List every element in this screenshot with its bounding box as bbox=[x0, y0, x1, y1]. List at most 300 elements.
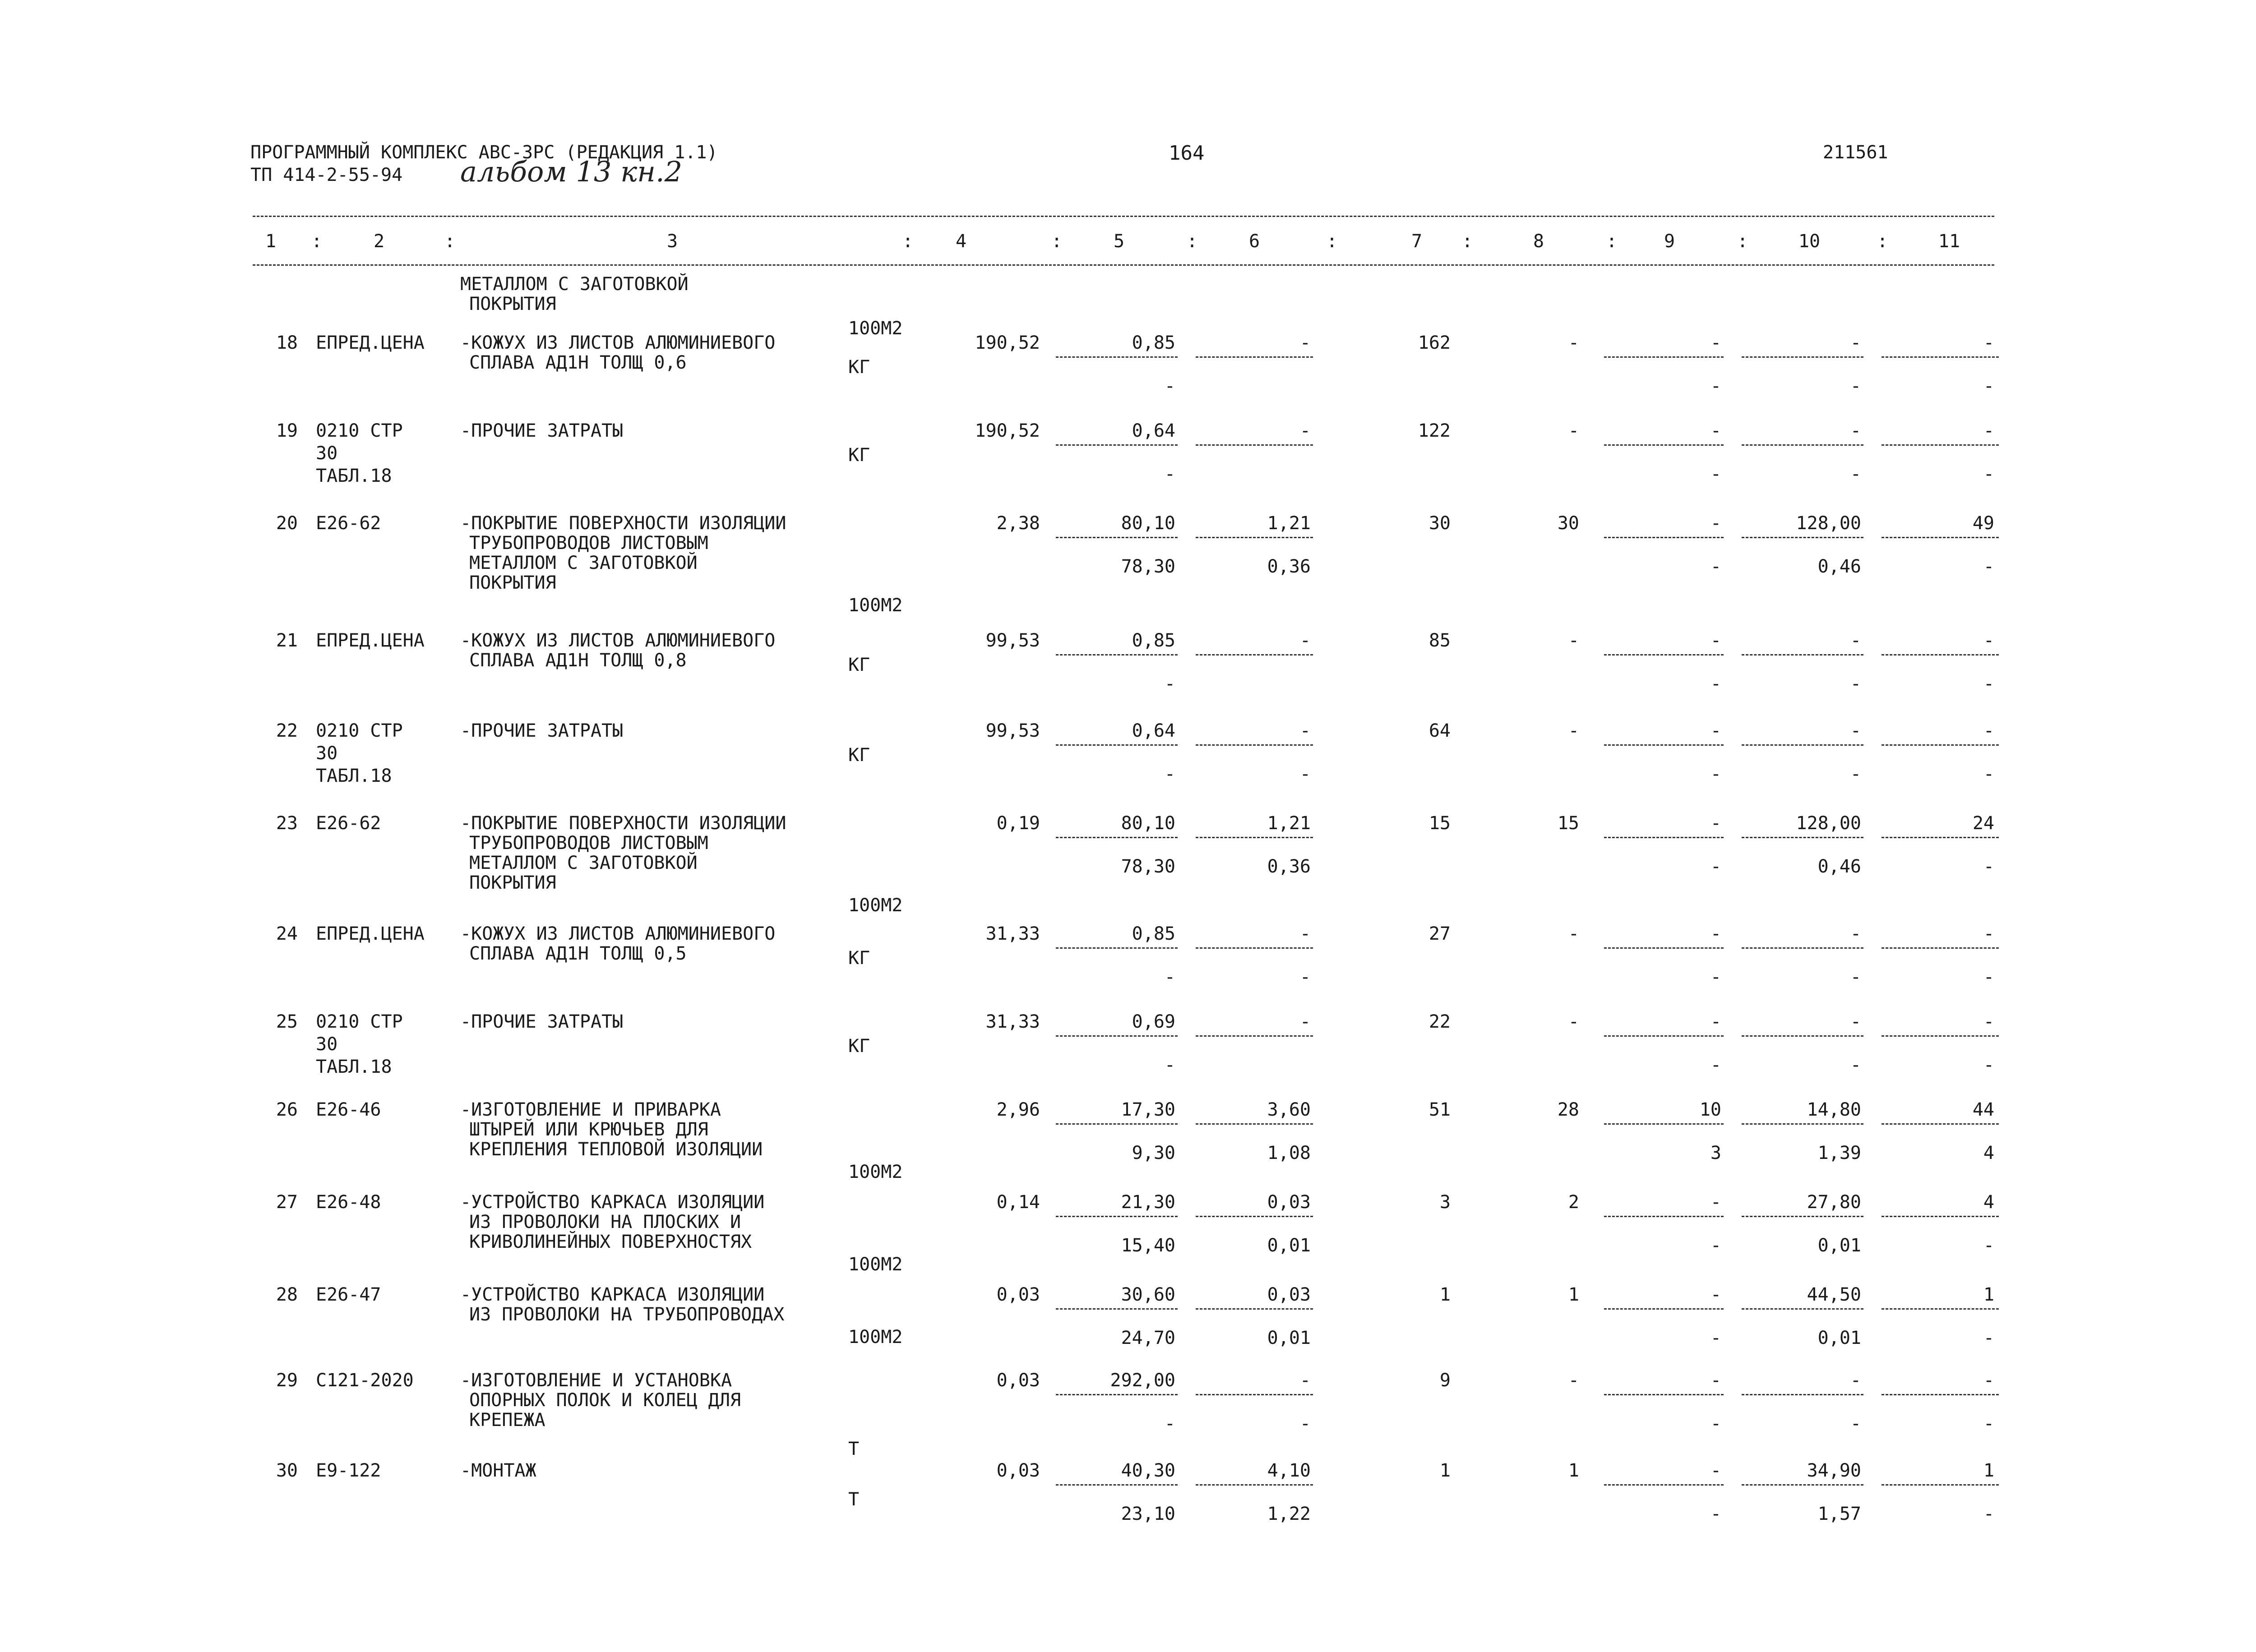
cell-separator-rule bbox=[1056, 1394, 1178, 1395]
cell-separator-rule bbox=[1056, 1035, 1178, 1037]
cell-c5: 30,60 bbox=[1121, 1284, 1175, 1305]
cell-separator-rule bbox=[1882, 1394, 1999, 1395]
row-description: -КОЖУХ ИЗ ЛИСТОВ АЛЮМИНИЕВОГО bbox=[460, 923, 776, 944]
cell-c10: - bbox=[1850, 1370, 1861, 1391]
row-description: -МОНТАЖ bbox=[460, 1460, 536, 1481]
cell-separator-rule bbox=[1604, 356, 1724, 358]
cell-c6: 0,03 bbox=[1267, 1284, 1311, 1305]
cell-separator-rule bbox=[1056, 947, 1178, 949]
cell-separator-rule bbox=[1196, 1035, 1313, 1037]
cell-c9: - bbox=[1710, 923, 1721, 944]
cell-c8: 1 bbox=[1568, 1460, 1579, 1481]
cell-separator-rule bbox=[1742, 537, 1863, 538]
column-header-3: 3 bbox=[666, 231, 678, 252]
cell-c9-secondary: - bbox=[1710, 464, 1721, 485]
cell-c9-secondary: 3 bbox=[1710, 1143, 1721, 1163]
cell-separator-rule bbox=[1882, 356, 1999, 358]
row-code: С121-2020 bbox=[316, 1370, 414, 1391]
cell-c5: 292,00 bbox=[1110, 1370, 1175, 1391]
cell-c9-secondary: - bbox=[1710, 1504, 1721, 1524]
row-code: ТАБЛ.18 bbox=[316, 1057, 392, 1077]
cell-c11-secondary: - bbox=[1983, 1504, 1994, 1524]
row-unit: 100М2 bbox=[848, 1162, 903, 1182]
cell-c10: - bbox=[1850, 720, 1861, 741]
cell-c10-secondary: 0,46 bbox=[1817, 556, 1861, 577]
cell-c10-secondary: - bbox=[1850, 764, 1861, 784]
row-description: МЕТАЛЛОМ С ЗАГОТОВКОЙ bbox=[460, 274, 689, 295]
cell-c6: - bbox=[1299, 720, 1311, 741]
cell-separator-rule bbox=[1196, 837, 1313, 838]
cell-separator-rule bbox=[1604, 1216, 1724, 1217]
row-code: 30 bbox=[316, 443, 338, 464]
row-number: 20 bbox=[276, 513, 298, 534]
cell-c11: - bbox=[1983, 420, 1994, 441]
row-code: ЕПРЕД.ЦЕНА bbox=[316, 332, 425, 353]
row-number: 24 bbox=[276, 923, 298, 944]
cell-c11-secondary: - bbox=[1983, 1328, 1994, 1348]
cell-c5-secondary: - bbox=[1164, 1055, 1175, 1075]
row-code: 0210 СТР bbox=[316, 720, 403, 741]
cell-c10: 34,90 bbox=[1807, 1460, 1861, 1481]
cell-c10-secondary: - bbox=[1850, 464, 1861, 485]
column-separator: : bbox=[1187, 231, 1198, 252]
cell-c11: - bbox=[1983, 720, 1994, 741]
row-code: ЕПРЕД.ЦЕНА bbox=[316, 923, 425, 944]
cell-c5-secondary: - bbox=[1164, 464, 1175, 485]
column-separator: : bbox=[902, 231, 914, 252]
row-number: 18 bbox=[276, 332, 298, 353]
row-number: 21 bbox=[276, 630, 298, 651]
cell-separator-rule bbox=[1742, 654, 1863, 655]
cell-c5-secondary: 78,30 bbox=[1121, 556, 1175, 577]
cell-separator-rule bbox=[1056, 837, 1178, 838]
row-code: 30 bbox=[316, 1034, 338, 1055]
cell-separator-rule bbox=[1604, 654, 1724, 655]
cell-c10: - bbox=[1850, 332, 1861, 353]
cell-c5: 0,69 bbox=[1132, 1011, 1175, 1032]
cell-c6-secondary: - bbox=[1299, 764, 1311, 784]
cell-c5: 0,85 bbox=[1132, 923, 1175, 944]
cell-c7: 51 bbox=[1428, 1099, 1451, 1120]
cell-c10-secondary: 1,57 bbox=[1817, 1504, 1861, 1524]
row-number: 29 bbox=[276, 1370, 298, 1391]
row-number: 30 bbox=[276, 1460, 298, 1481]
cell-c9: - bbox=[1710, 630, 1721, 651]
cell-separator-rule bbox=[1196, 947, 1313, 949]
row-description: -КОЖУХ ИЗ ЛИСТОВ АЛЮМИНИЕВОГО bbox=[460, 332, 776, 353]
cell-c4: 31,33 bbox=[985, 923, 1040, 944]
header-rule-top bbox=[253, 216, 1994, 217]
cell-separator-rule bbox=[1604, 1484, 1724, 1486]
column-header-10: 10 bbox=[1798, 231, 1821, 252]
column-header-1: 1 bbox=[265, 231, 277, 252]
cell-c6-secondary: 0,36 bbox=[1267, 556, 1311, 577]
cell-c4: 190,52 bbox=[975, 420, 1040, 441]
cell-c11-secondary: - bbox=[1983, 1235, 1994, 1256]
cell-c9-secondary: - bbox=[1710, 1328, 1721, 1348]
cell-c5: 21,30 bbox=[1121, 1192, 1175, 1213]
cell-separator-rule bbox=[1742, 1484, 1863, 1486]
cell-separator-rule bbox=[1604, 744, 1724, 746]
cell-separator-rule bbox=[1056, 444, 1178, 446]
row-code: 30 bbox=[316, 743, 338, 764]
row-unit: 100М2 bbox=[848, 895, 903, 916]
cell-separator-rule bbox=[1742, 837, 1863, 838]
row-code: ЕПРЕД.ЦЕНА bbox=[316, 630, 425, 651]
cell-c9: - bbox=[1710, 420, 1721, 441]
cell-c7: 30 bbox=[1428, 513, 1451, 534]
cell-c6-secondary: - bbox=[1299, 1413, 1311, 1434]
cell-c8: - bbox=[1568, 630, 1579, 651]
row-unit: 100М2 bbox=[848, 1254, 903, 1275]
cell-separator-rule bbox=[1742, 1123, 1863, 1125]
cell-c6: - bbox=[1299, 1370, 1311, 1391]
cell-c6-secondary: 0,01 bbox=[1267, 1235, 1311, 1256]
cell-c5: 0,85 bbox=[1132, 332, 1175, 353]
cell-separator-rule bbox=[1604, 444, 1724, 446]
column-header-11: 11 bbox=[1938, 231, 1960, 252]
row-description: МЕТАЛЛОМ С ЗАГОТОВКОЙ bbox=[469, 853, 698, 873]
cell-c9-secondary: - bbox=[1710, 674, 1721, 694]
row-description: -УСТРОЙСТВО КАРКАСА ИЗОЛЯЦИИ bbox=[460, 1192, 765, 1213]
cell-c6-secondary: 1,22 bbox=[1267, 1504, 1311, 1524]
column-separator: : bbox=[1737, 231, 1748, 252]
cell-c6: - bbox=[1299, 1011, 1311, 1032]
cell-c11-secondary: - bbox=[1983, 674, 1994, 694]
cell-c4: 31,33 bbox=[985, 1011, 1040, 1032]
cell-separator-rule bbox=[1196, 356, 1313, 358]
header-rule-bottom bbox=[253, 264, 1994, 266]
cell-c4: 0,14 bbox=[996, 1192, 1040, 1213]
cell-separator-rule bbox=[1056, 1484, 1178, 1486]
cell-separator-rule bbox=[1056, 1308, 1178, 1310]
row-description: ПОКРЫТИЯ bbox=[469, 872, 556, 893]
cell-separator-rule bbox=[1742, 1308, 1863, 1310]
row-unit: 100М2 bbox=[848, 1327, 903, 1347]
column-header-2: 2 bbox=[373, 231, 385, 252]
cell-c11: - bbox=[1983, 630, 1994, 651]
cell-c11: - bbox=[1983, 332, 1994, 353]
cell-separator-rule bbox=[1882, 1123, 1999, 1125]
cell-c5-secondary: - bbox=[1164, 674, 1175, 694]
cell-separator-rule bbox=[1196, 1394, 1313, 1395]
cell-c10-secondary: - bbox=[1850, 376, 1861, 397]
cell-c5: 0,64 bbox=[1132, 420, 1175, 441]
cell-c5-secondary: - bbox=[1164, 764, 1175, 784]
cell-c11: 24 bbox=[1972, 813, 1994, 834]
cell-c7: 64 bbox=[1428, 720, 1451, 741]
cell-separator-rule bbox=[1604, 1035, 1724, 1037]
cell-c7: 1 bbox=[1439, 1460, 1451, 1481]
row-code: Е26-48 bbox=[316, 1192, 381, 1213]
row-description: ИЗ ПРОВОЛОКИ НА ТРУБОПРОВОДАХ bbox=[469, 1304, 785, 1325]
cell-separator-rule bbox=[1604, 1123, 1724, 1125]
cell-separator-rule bbox=[1196, 654, 1313, 655]
row-description: -ИЗГОТОВЛЕНИЕ И ПРИВАРКА bbox=[460, 1099, 721, 1120]
cell-separator-rule bbox=[1742, 744, 1863, 746]
cell-c8: - bbox=[1568, 332, 1579, 353]
row-unit: КГ bbox=[848, 357, 870, 378]
cell-c10: - bbox=[1850, 1011, 1861, 1032]
cell-c10-secondary: - bbox=[1850, 1413, 1861, 1434]
cell-c9-secondary: - bbox=[1710, 967, 1721, 988]
row-description: СПЛАВА АД1Н ТОЛЩ 0,6 bbox=[469, 352, 687, 373]
cell-c10: 128,00 bbox=[1796, 813, 1861, 834]
cell-c10-secondary: 1,39 bbox=[1817, 1143, 1861, 1163]
handwritten-note: альбом 13 кн.2 bbox=[460, 155, 683, 188]
cell-separator-rule bbox=[1604, 947, 1724, 949]
row-description: СПЛАВА АД1Н ТОЛЩ 0,8 bbox=[469, 650, 687, 671]
cell-c11: 1 bbox=[1983, 1460, 1994, 1481]
cell-c7: 9 bbox=[1439, 1370, 1451, 1391]
cell-c11-secondary: - bbox=[1983, 967, 1994, 988]
cell-c4: 99,53 bbox=[985, 720, 1040, 741]
cell-c11-secondary: - bbox=[1983, 856, 1994, 877]
cell-c5-secondary: 24,70 bbox=[1121, 1328, 1175, 1348]
cell-separator-rule bbox=[1882, 1484, 1999, 1486]
cell-c11-secondary: - bbox=[1983, 464, 1994, 485]
cell-c6: - bbox=[1299, 923, 1311, 944]
column-header-9: 9 bbox=[1664, 231, 1675, 252]
row-description: -ПОКРЫТИЕ ПОВЕРХНОСТИ ИЗОЛЯЦИИ bbox=[460, 513, 786, 534]
column-separator: : bbox=[1877, 231, 1888, 252]
cell-c9: - bbox=[1710, 720, 1721, 741]
row-description: МЕТАЛЛОМ С ЗАГОТОВКОЙ bbox=[469, 553, 698, 573]
cell-c11: - bbox=[1983, 1370, 1994, 1391]
cell-c4: 0,03 bbox=[996, 1284, 1040, 1305]
cell-separator-rule bbox=[1196, 1308, 1313, 1310]
row-description: КРЕПЛЕНИЯ ТЕПЛОВОЙ ИЗОЛЯЦИИ bbox=[469, 1139, 763, 1160]
cell-c4: 0,19 bbox=[996, 813, 1040, 834]
cell-separator-rule bbox=[1882, 1216, 1999, 1217]
cell-c7: 85 bbox=[1428, 630, 1451, 651]
cell-c9: - bbox=[1710, 1460, 1721, 1481]
cell-c9: - bbox=[1710, 1370, 1721, 1391]
cell-separator-rule bbox=[1056, 1123, 1178, 1125]
cell-c9-secondary: - bbox=[1710, 1055, 1721, 1075]
document-number: 211561 bbox=[1823, 142, 1888, 163]
cell-c6: - bbox=[1299, 630, 1311, 651]
cell-c6: 4,10 bbox=[1267, 1460, 1311, 1481]
row-description: ОПОРНЫХ ПОЛОК И КОЛЕЦ ДЛЯ bbox=[469, 1390, 741, 1411]
row-description: -ПРОЧИЕ ЗАТРАТЫ bbox=[460, 420, 624, 441]
column-header-4: 4 bbox=[955, 231, 967, 252]
cell-c11: 1 bbox=[1983, 1284, 1994, 1305]
cell-c9-secondary: - bbox=[1710, 1235, 1721, 1256]
cell-c5: 17,30 bbox=[1121, 1099, 1175, 1120]
cell-c10: - bbox=[1850, 923, 1861, 944]
cell-c7: 22 bbox=[1428, 1011, 1451, 1032]
cell-c10-secondary: - bbox=[1850, 1055, 1861, 1075]
column-separator: : bbox=[1327, 231, 1338, 252]
row-code: 0210 СТР bbox=[316, 1011, 403, 1032]
cell-separator-rule bbox=[1882, 537, 1999, 538]
cell-c11: 44 bbox=[1972, 1099, 1994, 1120]
cell-c5-secondary: - bbox=[1164, 376, 1175, 397]
cell-c6: 1,21 bbox=[1267, 813, 1311, 834]
cell-separator-rule bbox=[1882, 444, 1999, 446]
row-description: ТРУБОПРОВОДОВ ЛИСТОВЫМ bbox=[469, 833, 708, 854]
cell-separator-rule bbox=[1882, 744, 1999, 746]
cell-c7: 3 bbox=[1439, 1192, 1451, 1213]
row-unit: КГ bbox=[848, 655, 870, 675]
cell-separator-rule bbox=[1742, 1216, 1863, 1217]
cell-c5-secondary: - bbox=[1164, 967, 1175, 988]
cell-c8: - bbox=[1568, 720, 1579, 741]
row-unit: КГ bbox=[848, 445, 870, 466]
column-separator: : bbox=[1051, 231, 1063, 252]
cell-c10-secondary: 0,01 bbox=[1817, 1235, 1861, 1256]
cell-separator-rule bbox=[1056, 537, 1178, 538]
cell-c5-secondary: 78,30 bbox=[1121, 856, 1175, 877]
column-separator: : bbox=[311, 231, 323, 252]
cell-c5-secondary: 9,30 bbox=[1132, 1143, 1175, 1163]
column-header-6: 6 bbox=[1248, 231, 1260, 252]
cell-c10: 128,00 bbox=[1796, 513, 1861, 534]
cell-separator-rule bbox=[1604, 537, 1724, 538]
cell-c10-secondary: 0,01 bbox=[1817, 1328, 1861, 1348]
cell-c4: 0,03 bbox=[996, 1370, 1040, 1391]
cell-c6: - bbox=[1299, 420, 1311, 441]
cell-c6: 3,60 bbox=[1267, 1099, 1311, 1120]
cell-c5-secondary: 23,10 bbox=[1121, 1504, 1175, 1524]
cell-separator-rule bbox=[1604, 1394, 1724, 1395]
cell-c10: - bbox=[1850, 630, 1861, 651]
cell-c9: 10 bbox=[1699, 1099, 1721, 1120]
cell-c8: 30 bbox=[1557, 513, 1579, 534]
cell-separator-rule bbox=[1056, 1216, 1178, 1217]
cell-c10: 14,80 bbox=[1807, 1099, 1861, 1120]
cell-c8: 1 bbox=[1568, 1284, 1579, 1305]
cell-c6: 0,03 bbox=[1267, 1192, 1311, 1213]
row-number: 25 bbox=[276, 1011, 298, 1032]
row-description: -ПРОЧИЕ ЗАТРАТЫ bbox=[460, 1011, 624, 1032]
cell-c7: 27 bbox=[1428, 923, 1451, 944]
column-header-8: 8 bbox=[1533, 231, 1544, 252]
cell-separator-rule bbox=[1604, 1308, 1724, 1310]
cell-c5: 80,10 bbox=[1121, 513, 1175, 534]
cell-c11-secondary: - bbox=[1983, 1413, 1994, 1434]
row-unit: КГ bbox=[848, 1036, 870, 1057]
cell-separator-rule bbox=[1882, 654, 1999, 655]
page-number: 164 bbox=[1169, 142, 1205, 165]
row-unit: Т bbox=[848, 1439, 860, 1459]
cell-c11-secondary: - bbox=[1983, 1055, 1994, 1075]
cell-c6: - bbox=[1299, 332, 1311, 353]
cell-c9: - bbox=[1710, 813, 1721, 834]
row-description: СПЛАВА АД1Н ТОЛЩ 0,5 bbox=[469, 943, 687, 964]
row-code: ТАБЛ.18 bbox=[316, 466, 392, 486]
cell-c4: 2,96 bbox=[996, 1099, 1040, 1120]
cell-separator-rule bbox=[1742, 444, 1863, 446]
row-number: 22 bbox=[276, 720, 298, 741]
row-description: ПОКРЫТИЯ bbox=[469, 572, 556, 593]
cell-c11-secondary: - bbox=[1983, 556, 1994, 577]
row-code: 0210 СТР bbox=[316, 420, 403, 441]
row-number: 26 bbox=[276, 1099, 298, 1120]
cell-c7: 15 bbox=[1428, 813, 1451, 834]
cell-separator-rule bbox=[1742, 356, 1863, 358]
cell-c8: 2 bbox=[1568, 1192, 1579, 1213]
cell-c11-secondary: - bbox=[1983, 376, 1994, 397]
cell-c10: 27,80 bbox=[1807, 1192, 1861, 1213]
column-separator: : bbox=[444, 231, 456, 252]
column-separator: : bbox=[1462, 231, 1473, 252]
row-code: Е26-62 bbox=[316, 513, 381, 534]
cell-c5-secondary: 15,40 bbox=[1121, 1235, 1175, 1256]
row-number: 28 bbox=[276, 1284, 298, 1305]
cell-c4: 99,53 bbox=[985, 630, 1040, 651]
cell-c4: 190,52 bbox=[975, 332, 1040, 353]
row-unit: Т bbox=[848, 1489, 860, 1510]
row-number: 27 bbox=[276, 1192, 298, 1213]
cell-c10-secondary: - bbox=[1850, 967, 1861, 988]
row-code: Е9-122 bbox=[316, 1460, 381, 1481]
cell-c11: 49 bbox=[1972, 513, 1994, 534]
cell-c4: 0,03 bbox=[996, 1460, 1040, 1481]
row-number: 19 bbox=[276, 420, 298, 441]
cell-separator-rule bbox=[1742, 1394, 1863, 1395]
column-header-5: 5 bbox=[1113, 231, 1125, 252]
cell-separator-rule bbox=[1882, 837, 1999, 838]
row-description: ШТЫРЕЙ ИЛИ КРЮЧЬЕВ ДЛЯ bbox=[469, 1119, 708, 1140]
cell-separator-rule bbox=[1882, 947, 1999, 949]
row-code: Е26-47 bbox=[316, 1284, 381, 1305]
column-header-7: 7 bbox=[1411, 231, 1423, 252]
row-description: -ПОКРЫТИЕ ПОВЕРХНОСТИ ИЗОЛЯЦИИ bbox=[460, 813, 786, 834]
cell-c10: - bbox=[1850, 420, 1861, 441]
cell-c11-secondary: - bbox=[1983, 764, 1994, 784]
cell-c11: - bbox=[1983, 1011, 1994, 1032]
cell-c5: 0,85 bbox=[1132, 630, 1175, 651]
cell-c9-secondary: - bbox=[1710, 856, 1721, 877]
cell-c8: 15 bbox=[1557, 813, 1579, 834]
row-description: КРИВОЛИНЕЙНЫХ ПОВЕРХНОСТЯХ bbox=[469, 1232, 752, 1252]
cell-separator-rule bbox=[1882, 1035, 1999, 1037]
row-number: 23 bbox=[276, 813, 298, 834]
cell-separator-rule bbox=[1742, 947, 1863, 949]
row-code: ТАБЛ.18 bbox=[316, 766, 392, 786]
cell-c9: - bbox=[1710, 1192, 1721, 1213]
cell-c5: 80,10 bbox=[1121, 813, 1175, 834]
cell-c8: - bbox=[1568, 1011, 1579, 1032]
cell-c9: - bbox=[1710, 332, 1721, 353]
row-unit: КГ bbox=[848, 745, 870, 766]
tp-header: ТП 414-2-55-94 bbox=[250, 165, 403, 185]
cell-c9-secondary: - bbox=[1710, 1413, 1721, 1434]
cell-c10-secondary: - bbox=[1850, 674, 1861, 694]
cell-c7: 162 bbox=[1418, 332, 1451, 353]
cell-c8: 28 bbox=[1557, 1099, 1579, 1120]
row-description: -ИЗГОТОВЛЕНИЕ И УСТАНОВКА bbox=[460, 1370, 732, 1391]
cell-separator-rule bbox=[1056, 654, 1178, 655]
row-unit: КГ bbox=[848, 948, 870, 969]
cell-c6: 1,21 bbox=[1267, 513, 1311, 534]
cell-separator-rule bbox=[1056, 744, 1178, 746]
cell-c6-secondary: 0,01 bbox=[1267, 1328, 1311, 1348]
row-description: -КОЖУХ ИЗ ЛИСТОВ АЛЮМИНИЕВОГО bbox=[460, 630, 776, 651]
cell-c9-secondary: - bbox=[1710, 556, 1721, 577]
cell-separator-rule bbox=[1196, 444, 1313, 446]
cell-c6-secondary: 0,36 bbox=[1267, 856, 1311, 877]
column-separator: : bbox=[1606, 231, 1618, 252]
cell-c5-secondary: - bbox=[1164, 1413, 1175, 1434]
cell-c9: - bbox=[1710, 1011, 1721, 1032]
cell-c6-secondary: - bbox=[1299, 967, 1311, 988]
cell-c8: - bbox=[1568, 1370, 1579, 1391]
row-description: ТРУБОПРОВОДОВ ЛИСТОВЫМ bbox=[469, 533, 708, 554]
cell-c5: 40,30 bbox=[1121, 1460, 1175, 1481]
